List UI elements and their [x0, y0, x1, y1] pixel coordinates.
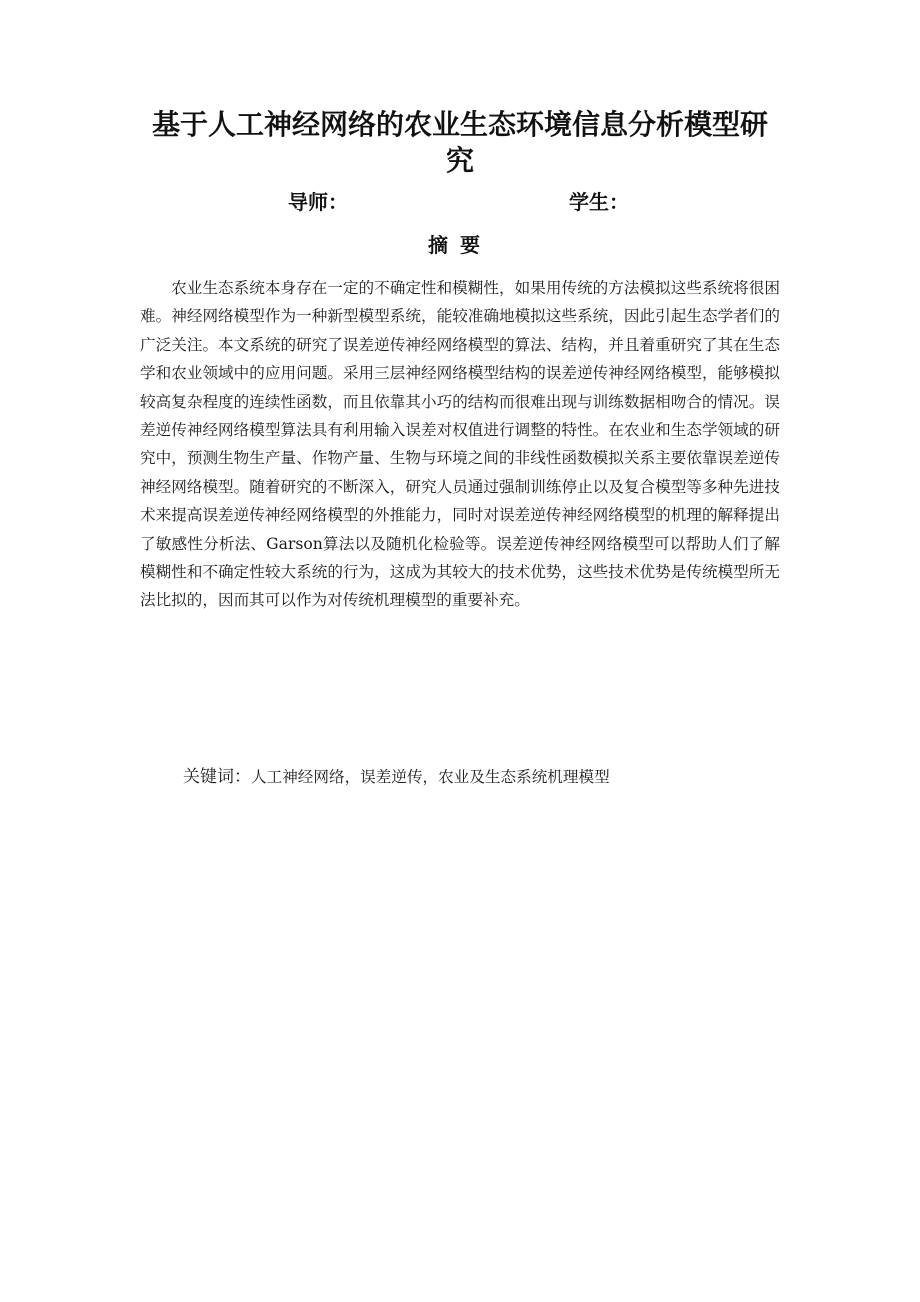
abstract-heading: 摘要: [428, 233, 492, 257]
keywords-text: 人工神经网络，误差逆传，农业及生态系统机理模型: [251, 768, 610, 786]
advisor-label: 导师：: [288, 190, 348, 214]
abstract-body: 农业生态系统本身存在一定的不确定性和模糊性，如果用传统的方法模拟这些系统将很困难。神经网络模型作为一种新型模型系统，能较准确地模拟这些系统，因此引起生态学者们的广泛关注。本文系统的研究了误差逆传神经网络模型的算法、结构，并且着重研究了其在生态学和农业领域中的应用问题。采用三层神经网络模型结构的误差逆传神经网络模型，能够模拟较高复杂程度的连续性函数，而且依靠其小巧的结构而很难出现与训练数据相吻合的情况。误差逆传神经网络模型算法具有利用输入误差对权值进行调整的特性。在农业和生态学领域的研究中，预测生物生产量、作物产量、生物与环境之间的非线性函数模拟关系主要依靠误差逆传神经网络模型。随着研究的不断深入，研究人员通过强制训练停止以及复合模型等多种先进技术来提高误差逆传神经网络模型的外推能力，同时对误差逆传神经网络模型的机理的解释提出了敏感性分析法、Garson算法以及随机化检验等。误差逆传神经网络模型可以帮助人们了解模糊性和不确定性较大系统的行为，这成为其较大的技术优势，这些技术优势是传统模型所无法比拟的，因而其可以作为对传统机理模型的重要补充。: [140, 279, 780, 610]
page-title: 基于人工神经网络的农业生态环境信息分析模型研究: [151, 108, 768, 177]
keywords-line: [183, 763, 610, 791]
keywords-label: 关键词：: [183, 767, 251, 787]
student-label: 学生：: [569, 190, 629, 214]
